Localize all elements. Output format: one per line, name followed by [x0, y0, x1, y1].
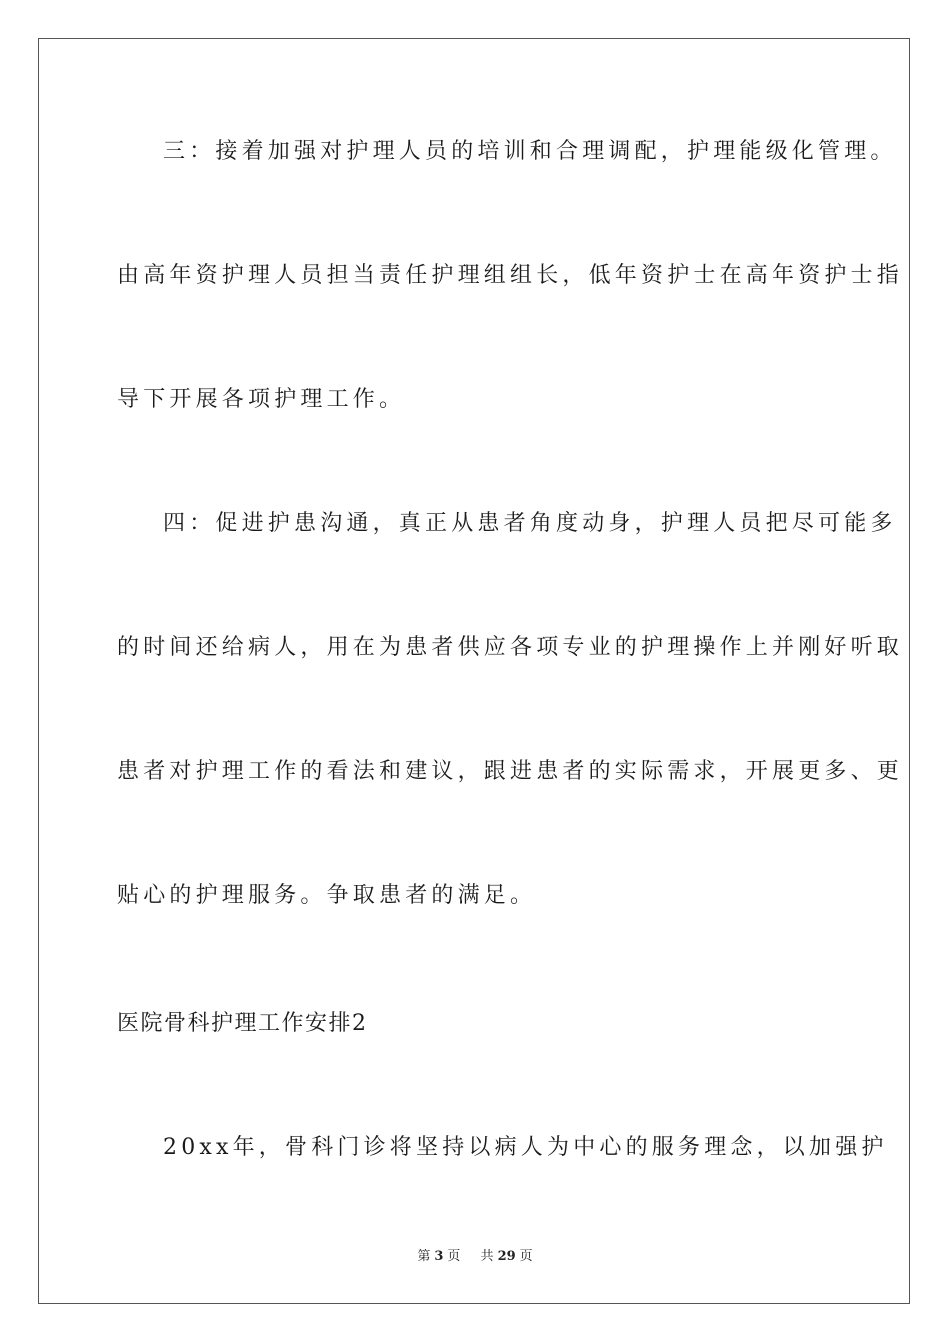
paragraph-line: 的时间还给病人，用在为患者供应各项专业的护理操作上并刚好听取 — [117, 635, 904, 660]
paragraph-line: 导下开展各项护理工作。 — [117, 387, 406, 412]
total-suffix: 页 — [519, 1249, 533, 1264]
paragraph-line: 由高年资护理人员担当责任护理组组长，低年资护士在高年资护士指 — [117, 263, 904, 288]
page-prefix: 第 — [417, 1249, 431, 1264]
page-frame — [38, 38, 910, 1304]
page-footer — [0, 1248, 950, 1266]
page-suffix: 页 — [447, 1249, 461, 1264]
page-number: 3 — [434, 1249, 444, 1264]
paragraph-line: 三：接着加强对护理人员的培训和合理调配，护理能级化管理。 — [163, 139, 897, 164]
paragraph-line: 患者对护理工作的看法和建议，跟进患者的实际需求，开展更多、更 — [117, 759, 904, 784]
total-indicator — [477, 1249, 537, 1264]
section-heading: 医院骨科护理工作安排2 — [117, 1011, 368, 1036]
page-indicator — [413, 1249, 464, 1264]
paragraph-line: 四：促进护患沟通，真正从患者角度动身，护理人员把尽可能多 — [163, 511, 897, 536]
total-prefix: 共 — [480, 1249, 494, 1264]
paragraph-line: 贴心的护理服务。争取患者的满足。 — [117, 883, 537, 908]
total-pages: 29 — [497, 1249, 516, 1264]
paragraph-line: 20xx年，骨科门诊将坚持以病人为中心的服务理念，以加强护 — [163, 1135, 888, 1160]
